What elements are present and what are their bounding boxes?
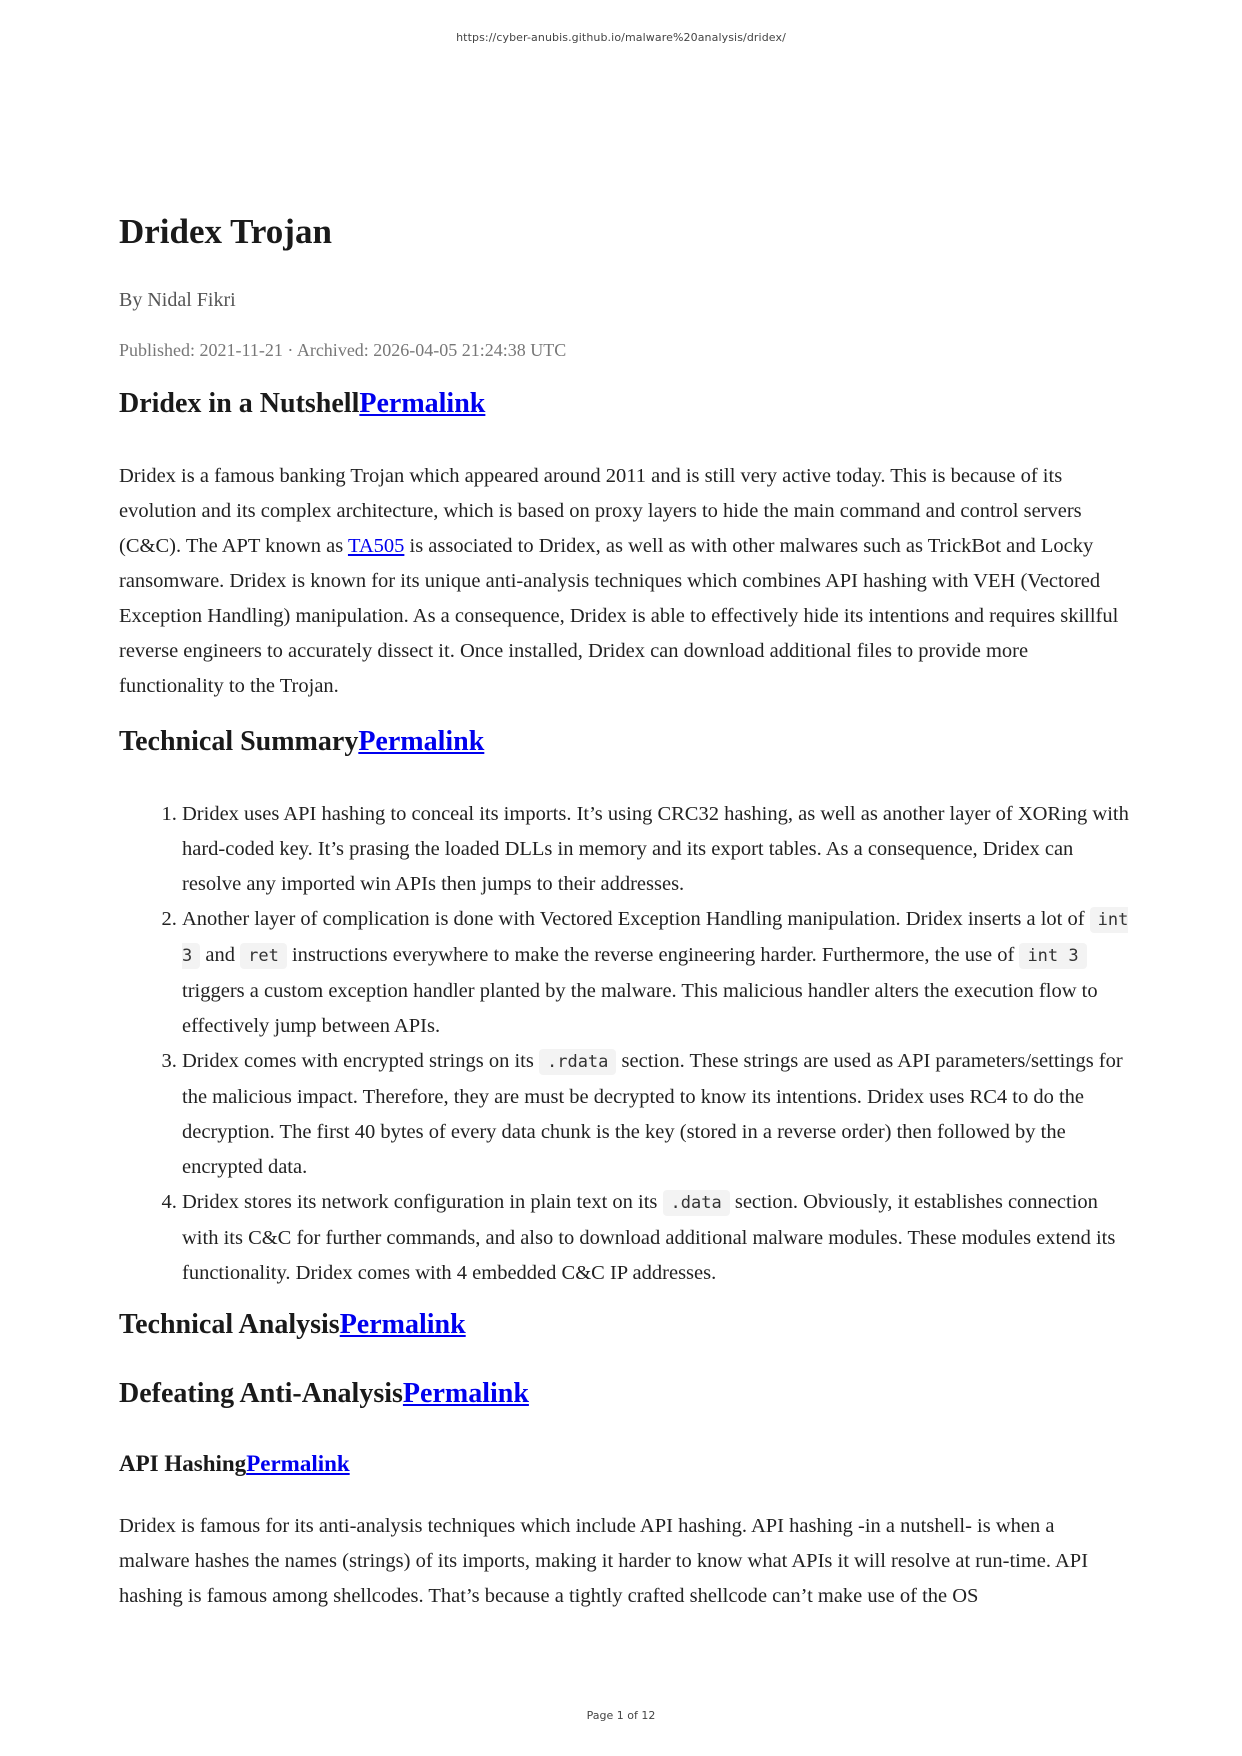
heading-text: Defeating Anti-Analysis — [119, 1378, 403, 1409]
heading-technical-analysis — [119, 1309, 466, 1341]
permalink-link[interactable]: Permalink — [358, 726, 485, 757]
nutshell-paragraph — [119, 459, 1129, 704]
heading-text: Technical Analysis — [119, 1309, 340, 1340]
list-item-text: and — [200, 944, 241, 966]
api-hashing-paragraph: Dridex is famous for its anti-analysis techniques which include API hashing. API hashing -in a nutshell- is when a malware hashes the names (strings) of its imports, making it harder to know what APIs it will resolve at run-time. API hashing is famous among shellcodes. That’s because a tightly crafted shellcode can’t make use of the OS — [119, 1515, 1089, 1607]
permalink-link[interactable]: Permalink — [246, 1451, 350, 1476]
list-item — [182, 1044, 1129, 1185]
list-item-text: instructions everywhere to make the reverse engineering harder. Furthermore, the use of — [286, 944, 1020, 966]
code-ret: ret — [240, 943, 287, 969]
heading-defeating-anti-analysis — [119, 1378, 529, 1410]
paragraph-text: is associated to Dridex, as well as with other malwares such as TrickBot and Locky ransomware. Dridex is known for its unique anti-analysis techniques which combines API hashing with VEH (Vectored Exception Handling) manipulation. As a consequence, Dridex is able to effectively hide its intentions and requires skillful reverse engineers to accurately dissect it. Once installed, Dridex can download additional files to provide more functionality to the Trojan. — [119, 535, 1119, 697]
code-int3: int 3 — [182, 907, 1128, 969]
heading-technical-summary — [119, 726, 484, 758]
heading-text: API Hashing — [119, 1451, 247, 1476]
permalink-link[interactable]: Permalink — [339, 1309, 466, 1340]
heading-text: Technical Summary — [119, 726, 359, 757]
permalink-link[interactable]: Permalink — [402, 1378, 529, 1409]
heading-text: Dridex in a Nutshell — [119, 388, 360, 419]
code-rdata: .rdata — [539, 1049, 616, 1075]
code-data: .data — [663, 1190, 730, 1216]
list-item-text: Another layer of complication is done with Vectored Exception Handling manipulation. Dridex inserts a lot of — [182, 908, 1090, 930]
list-item-text: triggers a custom exception handler planted by the malware. This malicious handler alters the execution flow to effectively jump between APIs. — [182, 980, 1098, 1037]
list-item-text: section. Obviously, it establishes connection with its C&C for further commands, and also to download additional malware modules. These modules extend its functionality. Dridex comes with 4 embedded C&C IP addresses. — [182, 1191, 1116, 1284]
code-int3: int 3 — [1019, 943, 1086, 969]
list-item — [182, 797, 1129, 902]
list-item-text: Dridex uses API hashing to conceal its imports. It’s using CRC32 hashing, as well as another layer of XORing with hard-coded key. It’s prasing the loaded DLLs in memory and its export tables. As a consequence, Dridex can resolve any imported win APIs then jumps to their addresses. — [182, 803, 1129, 895]
summary-list — [119, 797, 1129, 1291]
list-item-text: Dridex comes with encrypted strings on its — [182, 1050, 539, 1072]
paragraph-text: Dridex is a famous banking Trojan which appeared around 2011 and is still very active today. This is because of its evolution and its complex architecture, which is based on proxy layers to hide the main command and control servers (C&C). The APT known as — [119, 465, 1082, 557]
page-url-header: https://cyber-anubis.github.io/malware%20analysis/dridex/ — [456, 31, 786, 44]
author-byline: By Nidal Fikri — [119, 289, 236, 311]
heading-nutshell — [119, 388, 485, 420]
page-number: Page 1 of 12 — [586, 1709, 656, 1722]
list-item — [182, 1185, 1129, 1291]
list-item-text: Dridex stores its network configuration in plain text on its — [182, 1191, 663, 1213]
page-title: Dridex Trojan — [119, 212, 332, 251]
ta505-link[interactable]: TA505 — [347, 535, 405, 557]
permalink-link[interactable]: Permalink — [359, 388, 486, 419]
list-item — [182, 902, 1129, 1044]
list-item-text: section. These strings are used as API parameters/settings for the malicious impact. Therefore, they are must be decrypted to know its intentions. Dridex uses RC4 to do the decryption. The first 40 bytes of every data chunk is the key (stored in a reverse order) then followed by the encrypted data. — [182, 1050, 1123, 1178]
publish-meta: Published: 2021-11-21 · Archived: 2026-04-05 21:24:38 UTC — [119, 340, 567, 360]
heading-api-hashing — [119, 1451, 350, 1477]
